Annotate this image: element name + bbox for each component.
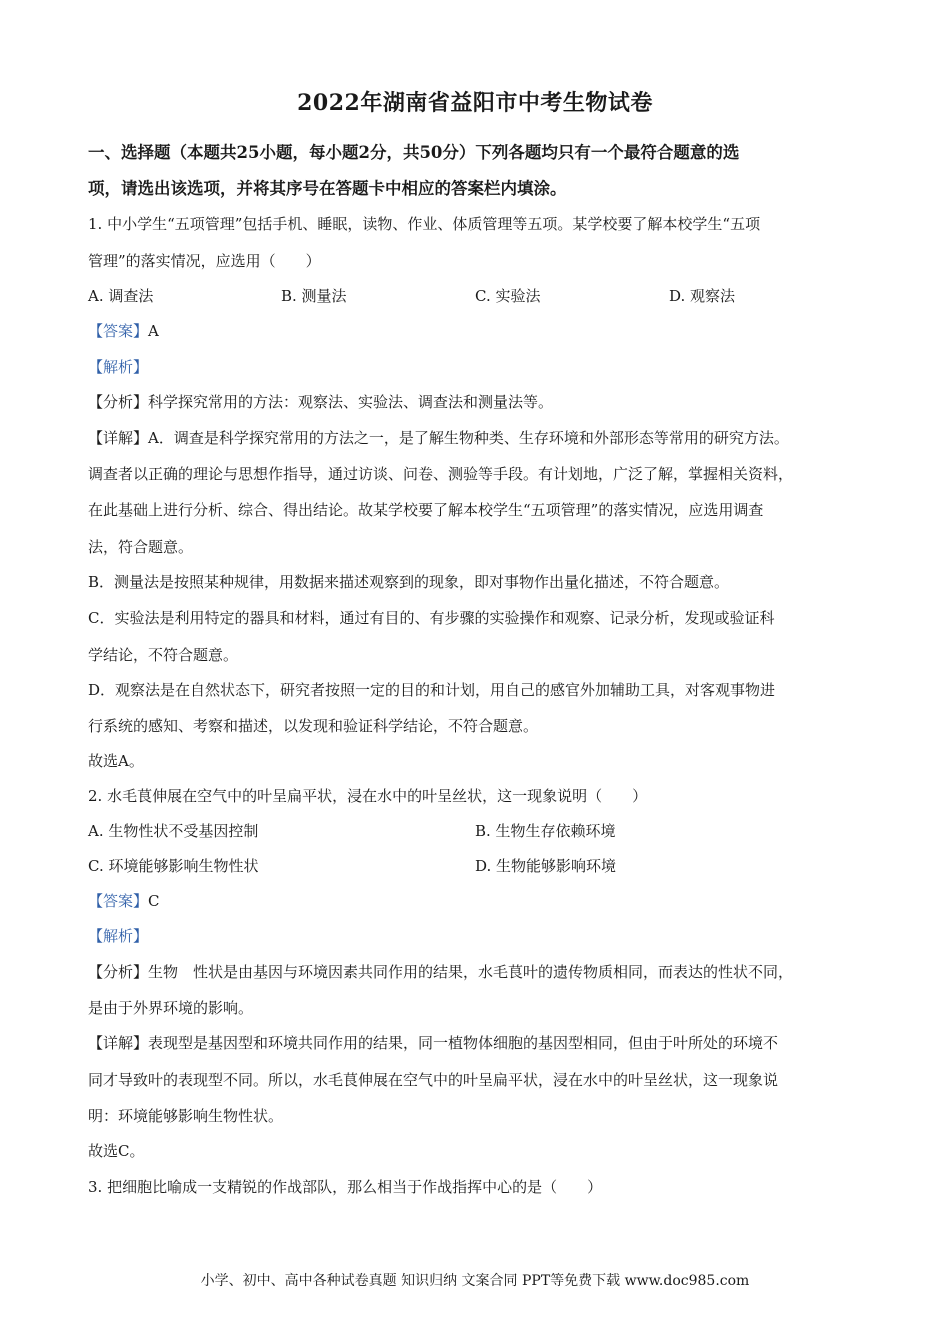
q1-option-a: A. 调查法 bbox=[88, 287, 154, 305]
xiangjie-tag: 【详解】 bbox=[88, 1034, 149, 1052]
q2-option-d: D. 生物能够影响环境 bbox=[475, 857, 617, 875]
q1-detail-b: B．测量法是按照某种规律，用数据来描述观察到的现象，即对事物作出量化描述，不符合题意。 bbox=[88, 573, 730, 591]
q2-analysis-tag: 【解析】 bbox=[88, 927, 149, 945]
q2-detail-line3: 明：环境能够影响生物性状。 bbox=[88, 1107, 284, 1125]
q2-conclusion: 故选C。 bbox=[88, 1142, 145, 1160]
detail-text: A．调查是科学探究常用的方法之一，是了解生物种类、生存环境和外部形态等常用的研究方法。 bbox=[148, 429, 789, 447]
answer-tag: 【答案】 bbox=[88, 892, 149, 910]
q1-detail-a-line3: 在此基础上进行分析、综合、得出结论。故某学校要了解本校学生“五项管理”的落实情况，应选用调查 bbox=[88, 501, 764, 519]
xiangjie-tag: 【详解】 bbox=[88, 429, 149, 447]
q1-option-b: B. 测量法 bbox=[281, 287, 347, 305]
fenxi-tag: 【分析】 bbox=[88, 393, 149, 411]
q2-detail-line1 bbox=[88, 1033, 868, 1053]
q1-detail-a-line4: 法，符合题意。 bbox=[88, 538, 194, 556]
q1-answer bbox=[88, 321, 868, 341]
q1-detail-a-line1 bbox=[88, 428, 868, 448]
q1-option-d: D. 观察法 bbox=[669, 287, 736, 305]
q1-conclusion: 故选A。 bbox=[88, 752, 144, 770]
q1-detail-a-line2: 调查者以正确的理论与思想作指导，通过访谈、问卷、测验等手段。有计划地，广泛了解，掌握相关资料， bbox=[88, 465, 794, 483]
q2-fenxi-line2: 是由于外界环境的影响。 bbox=[88, 999, 254, 1017]
page-title: 2022年湖南省益阳市中考生物试卷 bbox=[297, 90, 653, 116]
q2-answer bbox=[88, 891, 868, 911]
q2-option-a: A. 生物性状不受基因控制 bbox=[88, 822, 259, 840]
q2-stem: 2. 水毛茛伸展在空气中的叶呈扁平状，浸在水中的叶呈丝状，这一现象说明（ ） bbox=[88, 787, 648, 805]
answer-value: A bbox=[148, 322, 159, 340]
q1-option-c: C. 实验法 bbox=[475, 287, 541, 305]
fenxi-tag: 【分析】 bbox=[88, 963, 149, 981]
q1-detail-c-line1: C．实验法是利用特定的器具和材料，通过有目的、有步骤的实验操作和观察、记录分析，发现或验证科 bbox=[88, 609, 775, 627]
q2-option-b: B. 生物生存依赖环境 bbox=[475, 822, 616, 840]
page-footer: 小学、初中、高中各种试卷真题 知识归纳 文案合同 PPT等免费下载 www.doc985.com bbox=[200, 1273, 750, 1289]
q1-detail-d-line1: D．观察法是在自然状态下，研究者按照一定的目的和计划，用自己的感官外加辅助工具，对客观事物进 bbox=[88, 681, 776, 699]
detail-text: 表现型是基因型和环境共同作用的结果，同一植物体细胞的基因型相同，但由于叶所处的环境不 bbox=[148, 1034, 779, 1052]
q2-fenxi-line1 bbox=[88, 962, 868, 982]
q1-fenxi bbox=[88, 392, 868, 412]
q1-stem-line1: 1. 中小学生“五项管理”包括手机、睡眠，读物、作业、体质管理等五项。某学校要了解本校学生“五项 bbox=[88, 215, 761, 233]
section-heading-line1: 一、选择题（本题共25小题，每小题2分，共50分）下列各题均只有一个最符合题意的选 bbox=[88, 143, 740, 162]
q1-detail-d-line2: 行系统的感知、考察和描述，以发现和验证科学结论，不符合题意。 bbox=[88, 717, 539, 735]
q1-stem-line2: 管理”的落实情况，应选用（ ） bbox=[88, 252, 321, 270]
q1-analysis-tag: 【解析】 bbox=[88, 358, 149, 376]
answer-tag: 【答案】 bbox=[88, 322, 149, 340]
q2-option-c: C. 环境能够影响生物性状 bbox=[88, 857, 259, 875]
fenxi-text: 科学探究常用的方法：观察法、实验法、调查法和测量法等。 bbox=[148, 393, 554, 411]
answer-value: C bbox=[148, 892, 160, 910]
fenxi-text: 生物 性状是由基因与环境因素共同作用的结果，水毛茛叶的遗传物质相同，而表达的性状不同， bbox=[148, 963, 794, 981]
q2-detail-line2: 同才导致叶的表现型不同。所以，水毛茛伸展在空气中的叶呈扁平状，浸在水中的叶呈丝状，这一现象说 bbox=[88, 1071, 779, 1089]
section-heading-line2: 项，请选出该选项，并将其序号在答题卡中相应的答案栏内填涂。 bbox=[88, 179, 567, 198]
q1-detail-c-line2: 学结论，不符合题意。 bbox=[88, 646, 239, 664]
q3-stem: 3. 把细胞比喻成一支精锐的作战部队，那么相当于作战指挥中心的是（ ） bbox=[88, 1178, 603, 1196]
